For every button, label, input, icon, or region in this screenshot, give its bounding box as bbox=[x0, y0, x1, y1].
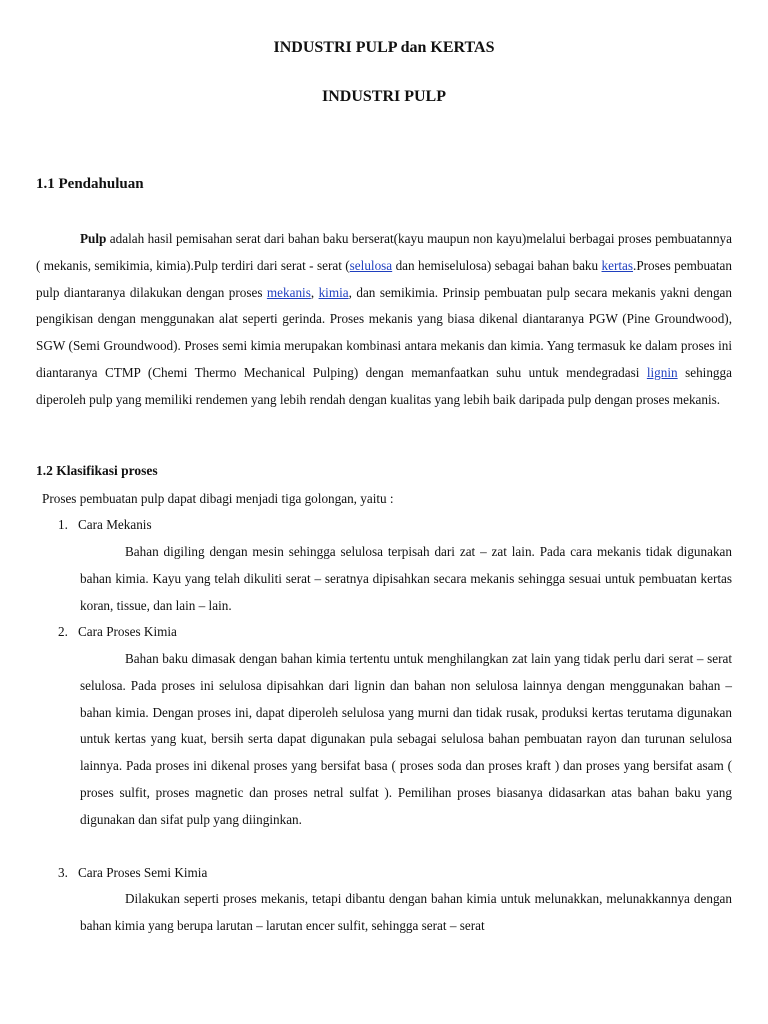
link-kertas[interactable]: kertas bbox=[601, 257, 634, 273]
link-kimia[interactable]: kimia bbox=[318, 284, 349, 300]
intro-paragraph bbox=[36, 226, 732, 414]
term-pulp: Pulp bbox=[80, 231, 107, 246]
intro-text-3: .Proses pembuatan pulp diantaranya dilakukan dengan proses bbox=[36, 257, 733, 300]
intro-text-1: adalah hasil pemisahan serat dari bahan baku berserat(kayu maupun non kayu)melalui berbagai proses pembuatannya ( mekanis, semikimia, kimia).Pulp terdiri dari serat - serat ( bbox=[36, 231, 732, 273]
intro-text-5: , dan semikimia. Prinsip pembuatan pulp secara mekanis yakni dengan pengikisan dengan menggunakan alat seperti gerinda. Proses mekanis yang biasa dikenal diantaranya PGW (Pine Groundwood), SGW (Semi Groundwood). Proses semi kimia merupakan kombinasi antara mekanis dan kimia. Yang termasuk ke dalam proses ini diantaranya CTMP (Chemi Thermo Mechanical Pulping) dengan memanfaatkan suhu untuk mendegradasi bbox=[36, 284, 733, 380]
link-lignin[interactable]: lignin bbox=[646, 364, 678, 380]
list-item-paragraph: Bahan digiling dengan mesin sehingga selulosa terpisah dari zat – zat lain. Pada cara mekanis tidak digunakan bahan kimia. Kayu yang telah dikuliti serat – seratnya dipisahkan secara mekanis sehingga sesuai untuk pembuatan kertas koran, tissue, dan lain – lain. bbox=[80, 544, 732, 613]
list-item-number: 2. bbox=[58, 624, 68, 639]
list-item-title: Cara Proses Semi Kimia bbox=[78, 865, 208, 880]
list-item-label bbox=[58, 619, 177, 645]
document-title: INDUSTRI PULP dan KERTAS bbox=[273, 39, 495, 56]
link-mekanis[interactable]: mekanis bbox=[266, 284, 311, 300]
list-item-label bbox=[58, 512, 152, 538]
list-item-paragraph: Dilakukan seperti proses mekanis, tetapi dibantu dengan bahan kimia untuk melunakkan, melunakkannya dengan bahan kimia yang berupa larutan – larutan encer sulfit, sehingga serat – serat bbox=[80, 891, 732, 933]
document-subtitle: INDUSTRI PULP bbox=[321, 88, 446, 105]
list-item-label bbox=[58, 860, 207, 886]
intro-text-6: sehingga diperoleh pulp yang memiliki rendemen yang lebih rendah dengan kualitas yang lebih baik daripada pulp dengan proses mekanis. bbox=[36, 364, 732, 407]
list-item-number: 1. bbox=[58, 517, 68, 532]
klasifikasi-intro: Proses pembuatan pulp dapat dibagi menjadi tiga golongan, yaitu : bbox=[42, 491, 394, 506]
list-item-number: 3. bbox=[58, 865, 68, 880]
section-heading-klasifikasi: 1.2 Klasifikasi proses bbox=[36, 463, 158, 478]
intro-text-4: , bbox=[310, 284, 319, 300]
section-heading-pendahuluan: 1.1 Pendahuluan bbox=[36, 176, 144, 192]
list-item-title: Cara Mekanis bbox=[78, 517, 152, 532]
list-item-title: Cara Proses Kimia bbox=[78, 624, 177, 639]
intro-text-2: dan hemiselulosa) sebagai bahan baku bbox=[392, 257, 602, 273]
link-selulosa[interactable]: selulosa bbox=[349, 257, 393, 273]
list-item-paragraph: Bahan baku dimasak dengan bahan kimia tertentu untuk menghilangkan zat lain yang tidak perlu dari serat – serat selulosa. Pada proses ini selulosa dipisahkan dari lignin dan bahan non selulosa lainnya dengan menggunakan bahan – bahan kimia. Dengan proses ini, dapat diperoleh selulosa yang murni dan tidak rusak, produksi kertas terutama digunakan untuk kertas yang kuat, bersih serta dapat digunakan pula sebagai selulosa bahan pembuatan rayon dan turunan selulosa lainnya. Pada proses ini dikenal proses yang bersifat basa ( proses soda dan proses kraft ) dan proses yang bersifat asam ( proses sulfit, proses magnetic dan proses netral sulfat ). Pemilihan proses biasanya didasarkan atas bahan baku yang digunakan dan sifat pulp yang diinginkan. bbox=[80, 651, 732, 827]
